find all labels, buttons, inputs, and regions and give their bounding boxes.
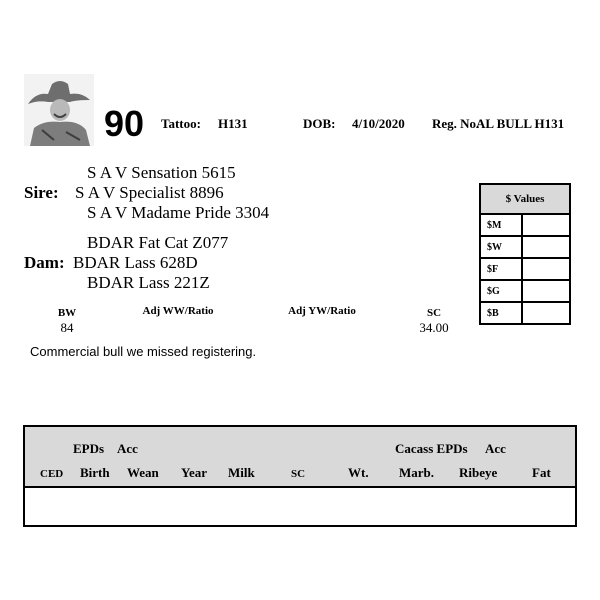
col-ced: CED xyxy=(40,468,64,480)
dollar-value-label: $B xyxy=(480,302,522,324)
tattoo-value: H131 xyxy=(218,116,248,131)
dob-label: DOB: xyxy=(303,116,336,131)
sc-value: 34.00 xyxy=(419,320,449,335)
comment-text: Commercial bull we missed registering. xyxy=(30,344,257,359)
dollar-value-label: $W xyxy=(480,236,522,258)
tattoo-label: Tattoo: xyxy=(161,116,201,131)
sire-name: S A V Specialist 8896 xyxy=(75,183,224,202)
sire-sire: S A V Sensation 5615 xyxy=(87,163,236,182)
col-wean: Wean xyxy=(127,465,159,480)
lot-number: 90 xyxy=(104,103,145,144)
adj-ww-label: Adj WW/Ratio xyxy=(142,305,214,317)
carcass-acc-label: Acc xyxy=(485,441,506,456)
col-sc: SC xyxy=(291,468,306,480)
dollar-value-cell xyxy=(522,280,570,302)
table-row xyxy=(480,258,570,280)
sire-dam: S A V Madame Pride 3304 xyxy=(87,203,270,222)
col-fat: Fat xyxy=(532,465,551,480)
bw-label: BW xyxy=(57,307,77,319)
sc-label: SC xyxy=(426,307,442,319)
dob-value: 4/10/2020 xyxy=(352,116,405,131)
bw-value: 84 xyxy=(60,320,74,335)
carcass-epds-label: Cacass EPDs xyxy=(395,441,468,456)
dollar-values-title: $ Values xyxy=(480,184,570,214)
col-year: Year xyxy=(181,465,207,480)
dollar-value-cell xyxy=(522,302,570,324)
dollar-value-label: $G xyxy=(480,280,522,302)
col-wt: Wt. xyxy=(348,465,369,480)
sire-label: Sire: xyxy=(24,183,59,202)
adj-yw-label: Adj YW/Ratio xyxy=(288,305,356,317)
col-birth: Birth xyxy=(80,465,110,480)
table-row xyxy=(480,302,570,324)
col-milk: Milk xyxy=(228,465,255,480)
dam-dam: BDAR Lass 221Z xyxy=(87,273,210,292)
dollar-value-label: $F xyxy=(480,258,522,280)
dollar-value-cell xyxy=(522,214,570,236)
cowboy-photo xyxy=(24,74,94,146)
dam-name: BDAR Lass 628D xyxy=(73,253,198,272)
col-ribeye: Ribeye xyxy=(459,465,498,480)
dam-label: Dam: xyxy=(24,253,65,272)
reg-no-label: Reg. No. xyxy=(432,116,480,131)
dollar-values-table xyxy=(479,183,571,325)
table-row xyxy=(480,280,570,302)
dollar-value-cell xyxy=(522,258,570,280)
epds-label: EPDs xyxy=(73,441,105,456)
dollar-value-cell xyxy=(522,236,570,258)
epd-header xyxy=(25,427,575,488)
col-marb: Marb. xyxy=(399,465,435,480)
table-row xyxy=(480,214,570,236)
reg-no-value: AL BULL H131 xyxy=(476,116,565,131)
dollar-value-label: $M xyxy=(480,214,522,236)
table-row xyxy=(480,236,570,258)
epds-acc-label: Acc xyxy=(117,441,138,456)
epd-table xyxy=(23,425,577,527)
dam-sire: BDAR Fat Cat Z077 xyxy=(87,233,229,252)
